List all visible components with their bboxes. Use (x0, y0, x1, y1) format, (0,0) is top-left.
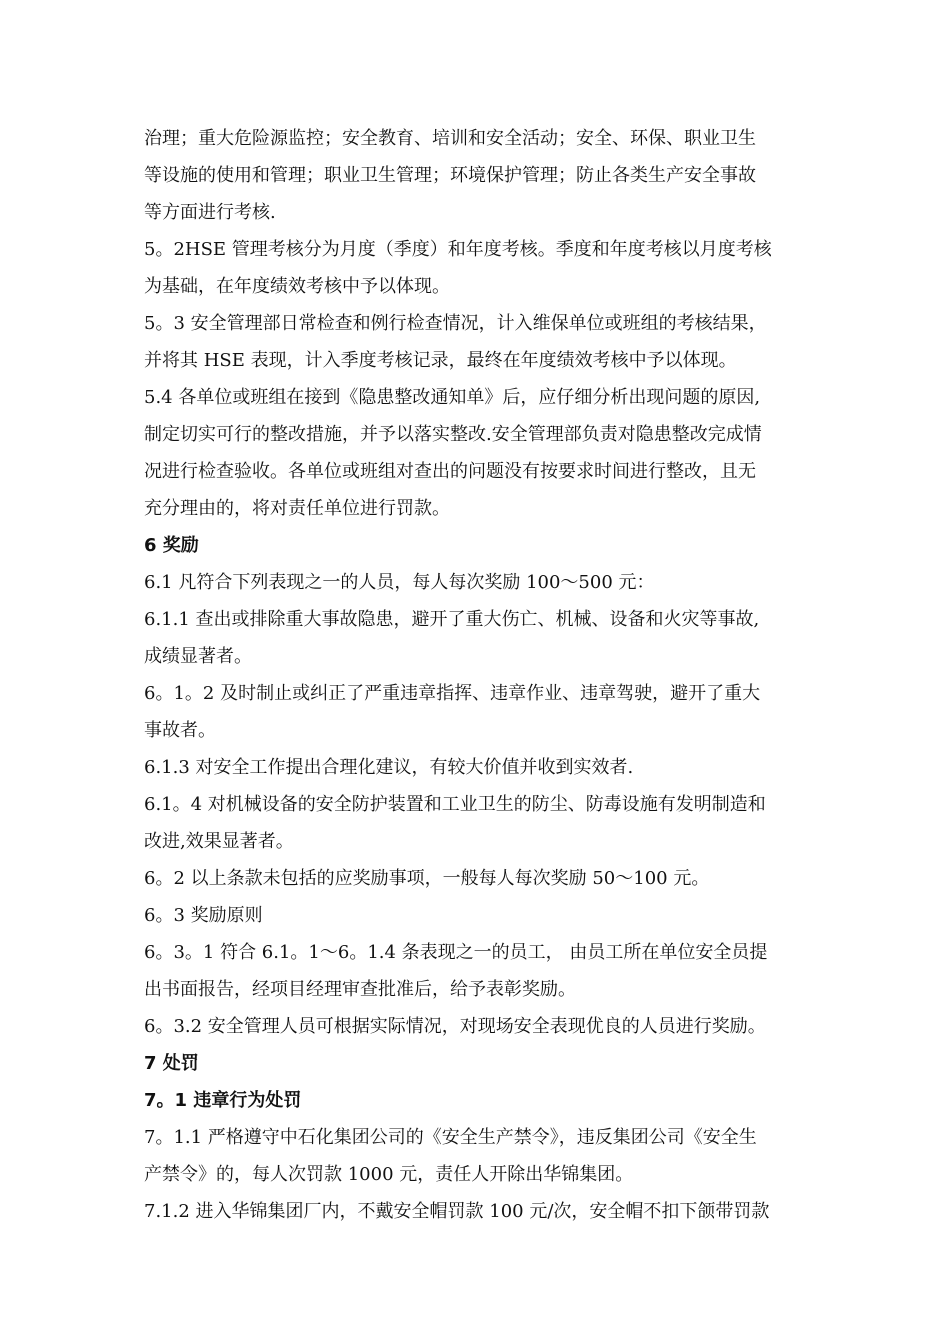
text-line: 等方面进行考核. (144, 202, 276, 223)
text-line: 并将其 HSE 表现，计入季度考核记录，最终在年度绩效考核中予以体现。 (144, 350, 737, 371)
text-line: 6。3.2 安全管理人员可根据实际情况，对现场安全表现优良的人员进行奖励。 (144, 1016, 766, 1037)
text-line: 为基础，在年度绩效考核中予以体现。 (144, 276, 450, 297)
text-line: 治理；重大危险源监控；安全教育、培训和安全活动；安全、环保、职业卫生 (144, 128, 756, 149)
text-line: 7.1.2 进入华锦集团厂内，不戴安全帽罚款 100 元/次，安全帽不扣下颌带罚款 (144, 1201, 770, 1222)
text-line: 5.4 各单位或班组在接到《隐患整改通知单》后，应仔细分析出现问题的原因, (144, 387, 761, 408)
text-line: 6.1.1 查出或排除重大事故隐患，避开了重大伤亡、机械、设备和火灾等事故, (144, 609, 760, 630)
text-line: 等设施的使用和管理；职业卫生管理；环境保护管理；防止各类生产安全事故 (144, 165, 756, 186)
text-line: 产禁令》的，每人次罚款 1000 元，责任人开除出华锦集团。 (144, 1164, 634, 1185)
text-line: 6。3 奖励原则 (144, 905, 263, 926)
text-line: 成绩显著者。 (144, 646, 252, 667)
text-line: 6。1。2 及时制止或纠正了严重违章指挥、违章作业、违章驾驶，避开了重大 (144, 683, 761, 704)
text-line: 7。1.1 严格遵守中石化集团公司的《安全生产禁令》，违反集团公司《安全生 (144, 1127, 757, 1148)
text-line: 6.1.3 对安全工作提出合理化建议，有较大价值并收到实效者. (144, 757, 634, 778)
document-body (144, 120, 816, 1230)
text-line: 出书面报告，经项目经理审查批准后，给予表彰奖励。 (144, 979, 576, 1000)
text-line: 事故者。 (144, 720, 216, 741)
text-line: 6。3。1 符合 6.1。1～6。1.4 条表现之一的员工， 由员工所在单位安全员提 (144, 942, 768, 963)
text-line: 6。2 以上条款未包括的应奖励事项，一般每人每次奖励 50～100 元。 (144, 868, 710, 889)
text-line: 制定切实可行的整改措施，并予以落实整改.安全管理部负责对隐患整改完成情 (144, 424, 762, 445)
section-heading-penalties: 7 处罚 (144, 1053, 199, 1074)
text-line: 况进行检查验收。各单位或班组对查出的问题没有按要求时间进行整改，且无 (144, 461, 756, 482)
text-line: 5。2HSE 管理考核分为月度（季度）和年度考核。季度和年度考核以月度考核 (144, 239, 772, 260)
text-line: 5。3 安全管理部日常检查和例行检查情况，计入维保单位或班组的考核结果， (144, 313, 767, 334)
text-line: 6.1。4 对机械设备的安全防护装置和工业卫生的防尘、防毒设施有发明制造和 (144, 794, 766, 815)
text-line: 充分理由的，将对责任单位进行罚款。 (144, 498, 450, 519)
text-line: 改进,效果显著者。 (144, 831, 294, 852)
section-heading-rewards: 6 奖励 (144, 535, 199, 556)
text-line: 6.1 凡符合下列表现之一的人员，每人每次奖励 100～500 元： (144, 572, 655, 593)
subsection-heading-violations: 7。1 违章行为处罚 (144, 1090, 302, 1111)
